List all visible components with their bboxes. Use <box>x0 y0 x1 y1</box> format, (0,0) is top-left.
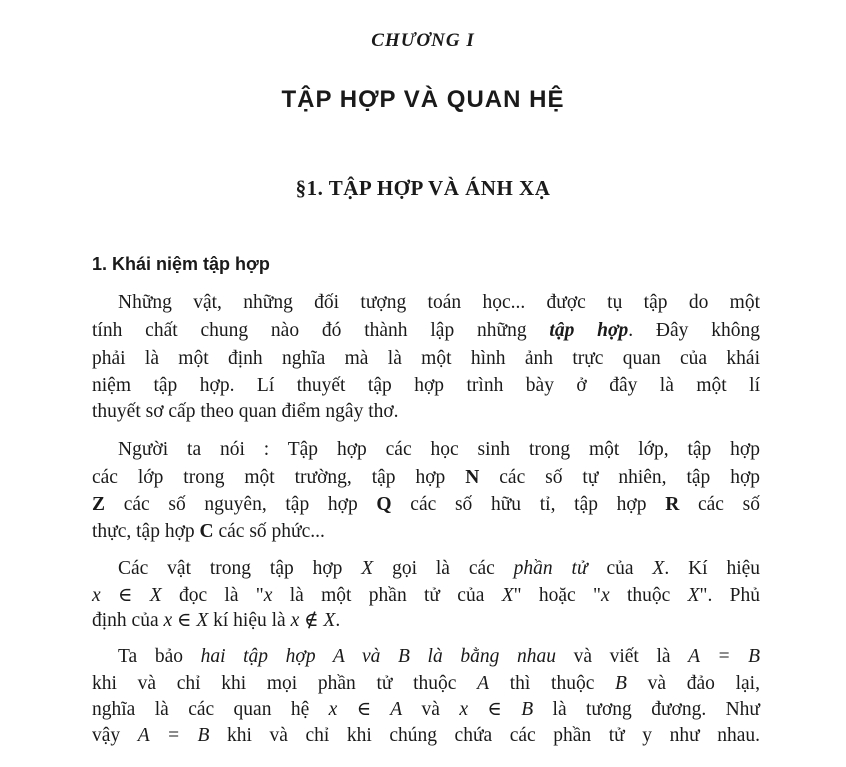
paragraph-4-line-1 <box>118 644 760 670</box>
text-run: đọc là " <box>161 585 264 606</box>
math-expr: x ∈ B <box>459 699 534 720</box>
chapter-label: CHƯƠNG I <box>371 30 475 51</box>
text-run: các số nguyên, tập hợp <box>105 494 377 515</box>
paragraph-2-line-4 <box>92 519 760 545</box>
math-expr: x ∈ A <box>328 699 403 720</box>
paragraph-4-line-2 <box>92 671 760 697</box>
paragraph-3-line-2 <box>92 583 760 609</box>
paragraph-1-line-1: Những vật, những đối tượng toán học... được tụ tập do một <box>118 292 760 313</box>
text-run: vậy <box>92 725 138 746</box>
math-expr: x ∉ X <box>290 610 336 631</box>
text-run: . Kí hiệu <box>664 558 761 579</box>
text-run: và đảo lại, <box>626 673 760 694</box>
text-run: định của <box>92 610 164 631</box>
text-run: thực, tập hợp <box>92 521 200 542</box>
text-run: khi và chỉ khi mọi phần tử thuộc <box>92 673 478 694</box>
set-symbol-n: N <box>465 467 480 488</box>
math-var: X <box>687 585 700 606</box>
paragraph-4-line-3 <box>92 697 760 723</box>
text-run: thì thuộc <box>489 673 616 694</box>
paragraph-4-line-4 <box>92 723 760 749</box>
paragraph-1-line-2 <box>92 318 760 344</box>
chapter-title: TẬP HỢP VÀ QUAN HỆ <box>281 86 565 113</box>
term-phan-tu: phần tử <box>513 558 588 579</box>
math-expr: A = B <box>137 725 210 746</box>
text-run: tính chất chung nào đó thành lập những <box>92 320 550 341</box>
math-var: x <box>263 585 273 606</box>
set-symbol-z: Z <box>92 494 106 515</box>
text-run: của <box>587 558 653 579</box>
paragraph-2-line-1: Người ta nói : Tập hợp các học sinh trong một lớp, tập hợp <box>118 439 760 460</box>
paragraph-3-line-1 <box>118 556 760 582</box>
text-run: khi và chỉ khi chúng chứa các phần tử y như nhau. <box>209 725 760 746</box>
paragraph-1-line-4: niệm tập hợp. Lí thuyết tập hợp trình bày ở đây là một lí <box>92 375 760 396</box>
text-run: các lớp trong một trường, tập hợp <box>92 467 466 488</box>
paragraph-3-line-3 <box>92 608 760 634</box>
text-run: . Đây không <box>628 320 760 341</box>
set-symbol-c: C <box>199 521 214 542</box>
math-var: X <box>361 558 374 579</box>
math-var: x <box>600 585 610 606</box>
text-run: các số hữu tỉ, tập hợp <box>391 494 666 515</box>
text-run: " hoặc " <box>513 585 601 606</box>
subsection-heading: 1. Khái niệm tập hợp <box>92 254 270 274</box>
text-run: . <box>335 610 341 631</box>
text-run: thuộc <box>609 585 688 606</box>
set-symbol-q: Q <box>376 494 392 515</box>
math-var: X <box>652 558 665 579</box>
paragraph-2-line-2 <box>92 465 760 491</box>
term-tap-hop: tập hợp <box>549 320 629 341</box>
text-run: và <box>402 699 460 720</box>
text-run: gọi là các <box>373 558 514 579</box>
math-var: B <box>615 673 627 694</box>
text-run: là tương đương. Như <box>533 699 760 720</box>
math-var: X <box>501 585 514 606</box>
text-run: các số phức... <box>213 521 325 542</box>
math-expr: A = B <box>688 646 760 667</box>
text-run: Các vật trong tập hợp <box>118 558 362 579</box>
set-symbol-r: R <box>665 494 680 515</box>
text-run: ". Phủ <box>699 585 760 606</box>
math-expr: x ∈ X <box>92 585 162 606</box>
text-run: các số <box>679 494 760 515</box>
text-run: các số tự nhiên, tập hợp <box>479 467 761 488</box>
text-run: là một phần tử của <box>272 585 502 606</box>
text-run: kí hiệu là <box>208 610 291 631</box>
math-expr: x ∈ X <box>163 610 209 631</box>
text-run: nghĩa là các quan hệ <box>92 699 329 720</box>
text-run: Ta bảo <box>118 646 201 667</box>
term-bang-nhau: hai tập hợp A và B là bằng nhau <box>200 646 556 667</box>
paragraph-2-line-3 <box>92 492 760 518</box>
paragraph-1-line-3: phải là một định nghĩa mà là một hình ảnh trực quan của khái <box>92 348 760 369</box>
paragraph-1-line-5: thuyết sơ cấp theo quan điểm ngây thơ. <box>92 401 399 422</box>
math-var: A <box>477 673 490 694</box>
text-run: và viết là <box>555 646 689 667</box>
section-title: §1. TẬP HỢP VÀ ÁNH XẠ <box>295 176 551 200</box>
